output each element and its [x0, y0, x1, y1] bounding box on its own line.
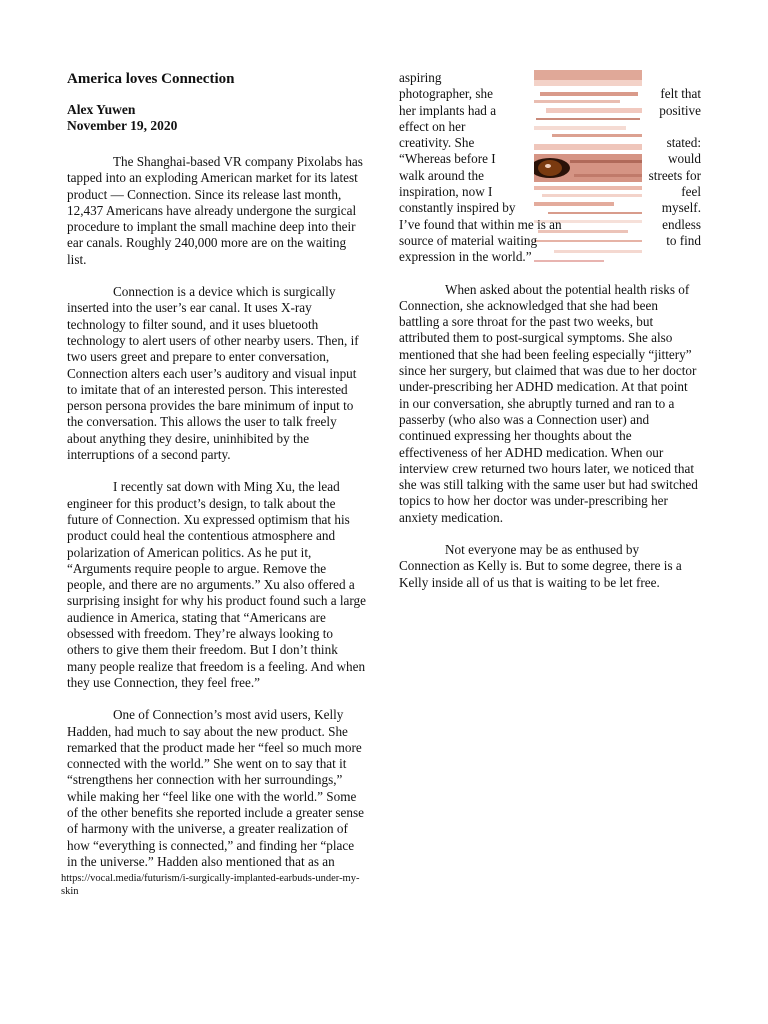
quote-line-left: photographer, she	[399, 86, 493, 102]
quote-line	[399, 233, 701, 249]
quote-line-left: inspiration, now I	[399, 184, 493, 200]
quote-line-right: would	[668, 151, 701, 167]
quote-line	[399, 168, 701, 184]
paragraph-interview: I recently sat down with Ming Xu, the lead engineer for this product’s design, to talk about the future of Connection. Xu expressed optimism that his product could heal the contentious atmosphere and polarization of American politics. As he put it, “Arguments require people to argue. Remove the people, and there are no arguments.” Xu also offered a surprising insight for why his product found such a large audience in America, stating that “Americans are obsessed with freedom. They’re always looking to others to give them their freedom. But I don’t think many people realize that freedom is a feeling. And when they use Connection, they feel free.”	[67, 479, 366, 690]
paragraph-intro: The Shanghai-based VR company Pixolabs has tapped into an exploding American market for its latest product — Connection. Since its release last month, 12,437 Americans have already undergone the surgical procedure to implant the small machine deep into their ear canals. Roughly 240,000 more are on the waiting list.	[67, 154, 363, 267]
publish-date: November 19, 2020	[67, 118, 178, 133]
quote-line-left: creativity. She	[399, 135, 475, 151]
quote-line-right: myself.	[661, 200, 701, 216]
quote-line-left: effect on her	[399, 118, 466, 134]
quote-line	[399, 86, 701, 102]
quote-line	[399, 103, 701, 119]
quote-line-right: streets for	[648, 167, 701, 183]
paragraph-conclusion: Not everyone may be as enthused by Connection as Kelly is. But to some degree, there is a Kelly inside all of us that is waiting to be let free.	[399, 542, 682, 590]
author-name: Alex Yuwen	[67, 102, 136, 117]
quote-line-left: I’ve found that within me is an	[399, 216, 562, 232]
paragraph-device: Connection is a device which is surgically inserted into the user’s ear canal. It uses X-ray technology to filter sound, and it uses bluetooth technology to alert users of other nearby users. Then, if two users greet and prepare to enter conversation, Connection alters each user’s auditory and visual input to imitate that of an interested person. This interested person persona provides the bare minimum of input to the conversation. This allows the user to talk freely about anything they desire, uninhibited by the interruptions of a second party.	[67, 284, 359, 463]
paragraph-user: One of Connection’s most avid users, Kelly Hadden, had much to say about the new product. She remarked that the product made her “feel so much more connected with the world.” She went on to say that it “strengthens her connection with her surroundings,” while making her “feel like one with the world.” Some of the other benefits she reported include a greater sense of harmony with the universe, a greater realization of how “everything is connected,” and finding her “place in the universe.” Hadden also mentioned that as an	[67, 707, 364, 869]
quote-line-left: aspiring	[399, 70, 442, 85]
quote-line-right: stated:	[666, 135, 701, 151]
quote-line-right: feel	[681, 184, 701, 200]
quote-line-right: positive	[659, 102, 701, 118]
quote-line-left: walk around the	[399, 167, 484, 183]
quote-line-left: her implants had a	[399, 102, 497, 118]
quote-line	[399, 135, 701, 151]
quote-line	[399, 217, 701, 233]
wrapped-quote	[399, 70, 701, 266]
source-url[interactable]: https://vocal.media/futurism/i-surgically-implanted-earbuds-under-my-skin	[61, 873, 360, 898]
article-title: America loves Connection	[67, 71, 235, 87]
quote-line	[399, 151, 701, 167]
quote-line-left: expression in the world.”	[399, 249, 532, 265]
quote-line	[399, 119, 701, 135]
quote-line	[399, 249, 701, 265]
quote-line-left: constantly inspired by	[399, 200, 516, 216]
paragraph-health: When asked about the potential health risks of Connection, she acknowledged that she had been battling a sore throat for the past two weeks, but attributed them to post-surgical symptoms. She also mentioned that she had been feeling especially “jittery” since her surgery, but claimed that was due to her doctor under-prescribing her ADHD medication. At that point in our conversation, she abruptly turned and ran to a passerby (who also was a Connection user) and continued expressing her thoughts about the effectiveness of her ADHD medication. When our interview crew returned two hours later, we noticed that she was still talking with the same user but had switched topics to how her doctor was under-prescribing her anxiety medication.	[399, 281, 698, 525]
quote-line-right: to find	[666, 232, 701, 248]
quote-line-left: “Whereas before I	[399, 151, 496, 167]
left-column	[61, 70, 367, 898]
quote-line-right: felt that	[660, 86, 701, 102]
quote-line-left: source of material waiting	[399, 232, 538, 248]
quote-line-right: endless	[662, 216, 701, 232]
right-column	[399, 70, 701, 591]
quote-line	[399, 184, 701, 200]
quote-line	[399, 200, 701, 216]
quote-line	[399, 70, 701, 86]
